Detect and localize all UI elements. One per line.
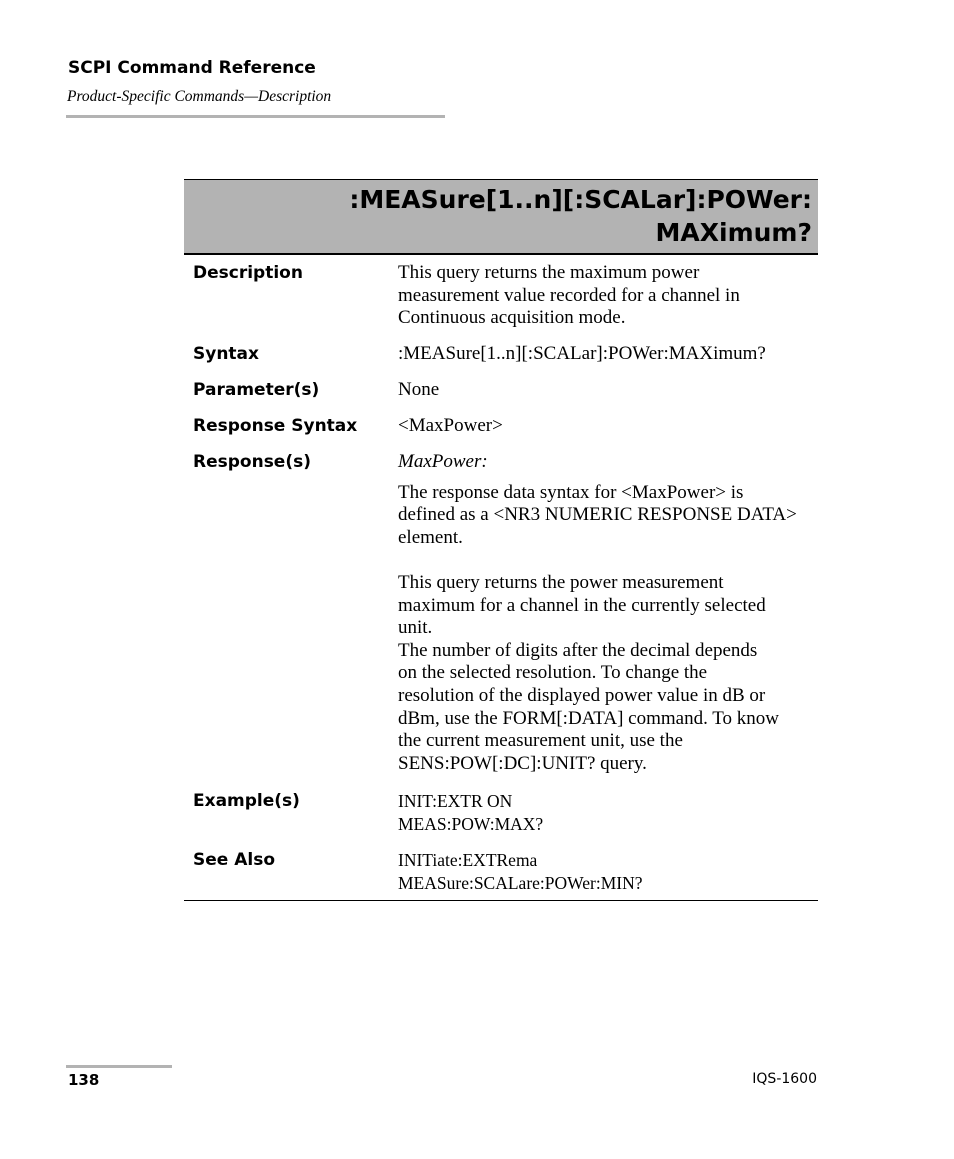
response-text-line: The response data syntax for <MaxPower> is: [398, 481, 744, 503]
response-text-line: resolution of the displayed power value in dB or: [398, 684, 766, 706]
command-title-band: [184, 179, 818, 255]
response-text-line: element.: [398, 526, 463, 548]
description-line: measurement value recorded for a channel in: [398, 284, 740, 306]
example-line: MEAS:POW:MAX?: [398, 813, 544, 834]
see-also-line: INITiate:EXTRema: [398, 850, 538, 870]
response-text-line: This query returns the power measurement: [398, 571, 724, 593]
response-syntax-value: <MaxPower>: [398, 415, 503, 436]
description-label: Description: [193, 263, 303, 283]
examples-value: [398, 790, 814, 835]
response-text-line: maximum for a channel in the currently selected: [398, 594, 766, 616]
description-line: This query returns the maximum power: [398, 262, 700, 283]
description-value: [398, 262, 814, 330]
page-number: 138: [68, 1071, 100, 1089]
response-text-line: on the selected resolution. To change the: [398, 662, 708, 684]
response-text-line: dBm, use the FORM[:DATA] command. To know: [398, 707, 780, 729]
parameters-value: None: [398, 379, 440, 400]
response-text-line: unit.: [398, 617, 433, 639]
response-text-line: the current measurement unit, use the: [398, 730, 683, 752]
see-also-line: MEASure:SCALare:POWer:MIN?: [398, 872, 643, 893]
response-text-line: SENS:POW[:DC]:UNIT? query.: [398, 752, 647, 774]
syntax-label: Syntax: [193, 344, 259, 364]
response-text-line: defined as a <NR3 NUMERIC RESPONSE DATA>: [398, 504, 797, 526]
command-title: [349, 183, 812, 249]
command-title-line-2: MAXimum?: [655, 218, 812, 247]
running-header-title: SCPI Command Reference: [68, 58, 316, 78]
responses-label: Response(s): [193, 452, 311, 472]
header-divider: [66, 115, 445, 118]
response-param-name: MaxPower:: [398, 451, 488, 472]
response-text-line: The number of digits after the decimal depends: [398, 639, 758, 661]
footer-divider: [66, 1065, 172, 1068]
see-also-label: See Also: [193, 850, 276, 870]
table-bottom-rule: [184, 900, 818, 901]
example-line: INIT:EXTR ON: [398, 791, 513, 811]
running-header-subtitle: Product-Specific Commands—Description: [67, 88, 332, 105]
syntax-value: :MEASure[1..n][:SCALar]:POWer:MAXimum?: [398, 343, 766, 364]
see-also-value: [398, 849, 814, 894]
response-syntax-label: Response Syntax: [193, 416, 358, 436]
product-name: IQS-1600: [752, 1071, 817, 1087]
command-title-line-1: :MEASure[1..n][:SCALar]:POWer:: [349, 185, 812, 214]
parameters-label: Parameter(s): [193, 380, 320, 400]
description-line: Continuous acquisition mode.: [398, 307, 626, 329]
responses-value: [398, 451, 814, 775]
examples-label: Example(s): [193, 791, 300, 811]
